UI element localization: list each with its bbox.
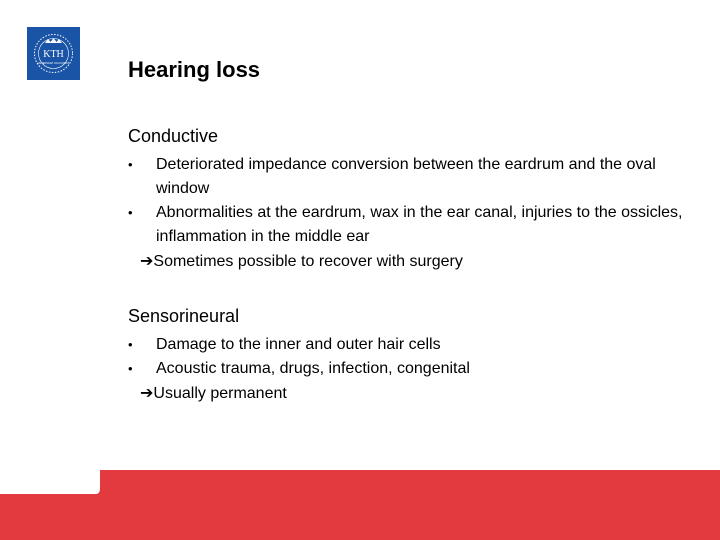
bullet-item [128, 201, 688, 249]
kth-logo [27, 27, 80, 80]
bullet-marker: • [128, 205, 133, 220]
result-line [128, 249, 688, 275]
slide-title: Hearing loss [128, 57, 261, 82]
result-text: Sometimes possible to recover with surgery [153, 253, 463, 270]
kth-logo-text: KTH [43, 49, 64, 60]
kth-logo-icon [27, 27, 80, 80]
bullet-item [128, 153, 688, 201]
bullet-text: Damage to the inner and outer hair cells [156, 336, 441, 353]
section-heading: Conductive [128, 126, 219, 146]
bullet-text: Abnormalities at the eardrum, wax in the ear canal, injuries to the ossicles, inflammation in the middle ear [156, 204, 683, 245]
arrow-icon: ➔ [140, 385, 154, 402]
bullet-marker: • [128, 337, 133, 352]
bullet-list [128, 333, 688, 381]
arrow-icon: ➔ [140, 253, 154, 270]
section-sensorineural [128, 305, 688, 407]
bullet-list [128, 153, 688, 249]
bullet-item [128, 357, 688, 381]
section-conductive [128, 125, 688, 275]
bullet-text: Acoustic trauma, drugs, infection, congenital [156, 360, 470, 377]
result-text: Usually permanent [153, 385, 287, 402]
bullet-marker: • [128, 157, 133, 172]
bullet-item [128, 333, 688, 357]
bullet-text: Deteriorated impedance conversion between the eardrum and the oval window [156, 156, 656, 197]
result-line [128, 381, 688, 407]
footer-bar [0, 470, 720, 540]
section-heading: Sensorineural [128, 306, 240, 326]
bullet-marker: • [128, 361, 133, 376]
kth-logo-subtext: VETENSKAP OCH KONST [37, 62, 70, 65]
